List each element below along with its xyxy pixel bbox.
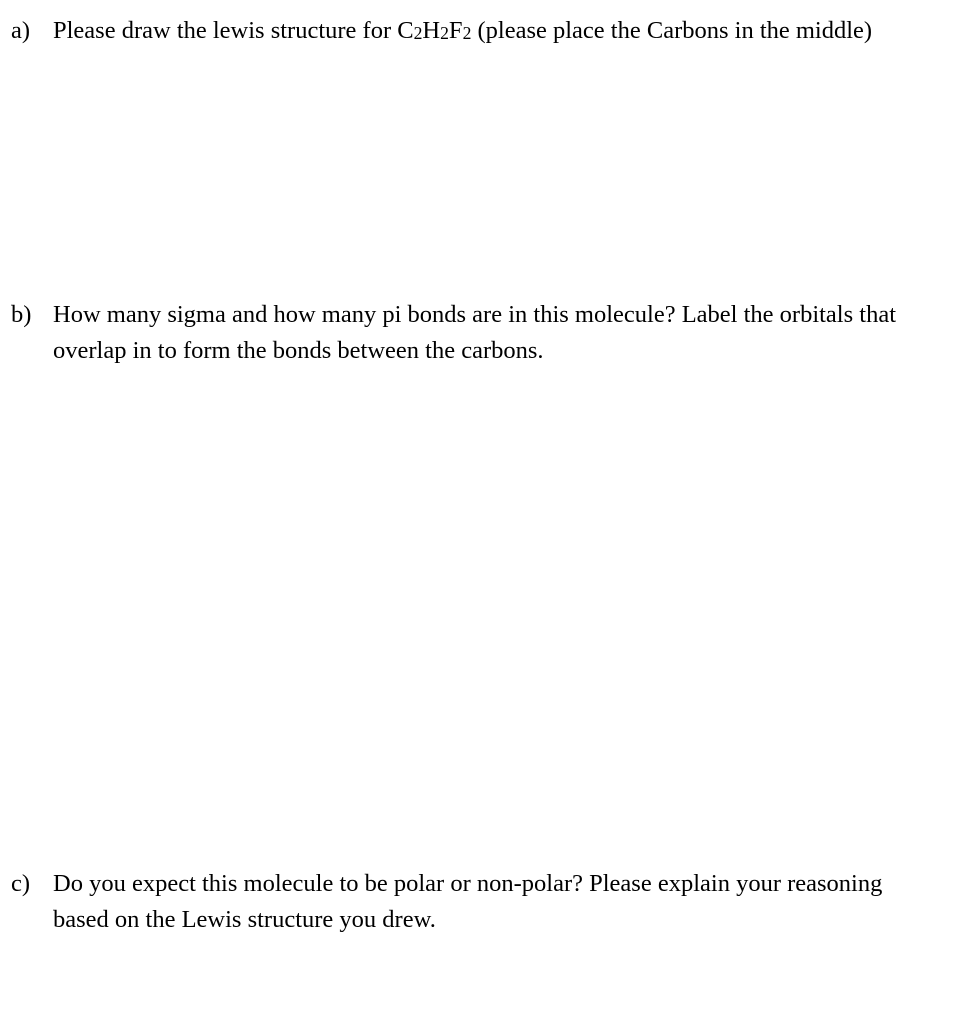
question-a-text-end: (please place the Carbons in the middle)	[471, 17, 873, 44]
formula-subscript-carbon: 2	[413, 23, 423, 44]
question-a-text-start: Please draw the lewis structure for C	[53, 17, 414, 44]
question-b-line-1: How many sigma and how many pi bonds are in this molecule? Label the orbitals that	[53, 301, 897, 328]
question-a-text	[53, 13, 979, 50]
formula-subscript-fluorine: 2	[462, 23, 472, 44]
question-b-label: b)	[11, 301, 32, 328]
formula-subscript-hydrogen: 2	[440, 23, 449, 44]
question-a-line	[53, 13, 979, 50]
question-b-line-2: overlap in to form the bonds between the carbons.	[53, 337, 544, 364]
question-c-line-2: based on the Lewis structure you drew.	[53, 906, 436, 933]
formula-hydrogen: H	[422, 17, 441, 44]
question-c-line-1: Do you expect this molecule to be polar or non-polar? Please explain your reasoning	[53, 870, 883, 897]
question-c-label: c)	[11, 870, 31, 897]
formula-fluorine: F	[448, 17, 463, 44]
question-c-text	[53, 866, 979, 938]
question-a-label: a)	[11, 17, 31, 44]
question-b-text	[53, 297, 979, 369]
